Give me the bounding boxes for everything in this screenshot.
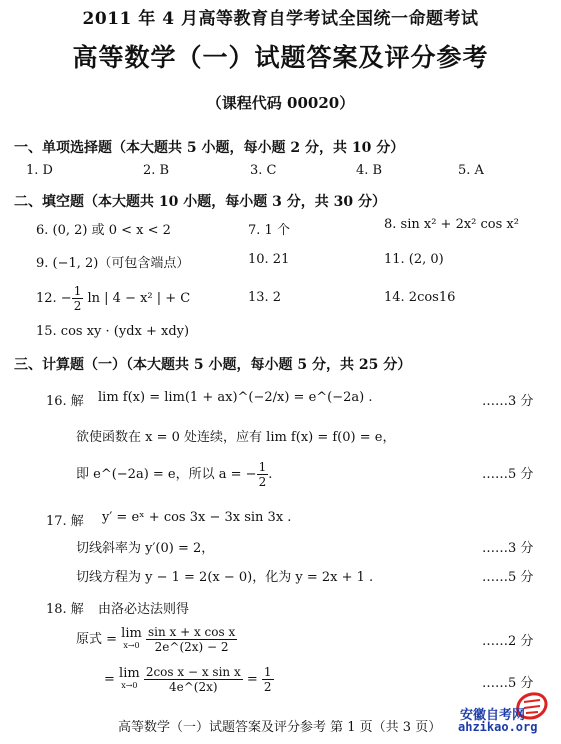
fill-answer-13: 13. 2: [248, 290, 282, 305]
q18-fraction-3-denominator: 2: [263, 680, 272, 694]
q17-score1: ……3 分: [482, 541, 534, 556]
q18-limit-2-word: lim: [119, 665, 140, 681]
q18-limit-1-sub: x→0: [123, 640, 140, 650]
section1-heading: 一、单项选择题（本大题共 5 小题，每小题 2 分，共 10 分）: [14, 140, 405, 156]
q18-line3: [104, 665, 274, 694]
exam-title: 2011 年 4 月高等教育自学考试全国统一命题考试: [82, 9, 479, 29]
q18-fraction-1-denominator: 2e^(2x) − 2: [154, 640, 229, 654]
q18-label: 18. 解: [46, 602, 84, 617]
section2-heading: 二、填空题（本大题共 10 小题，每小题 3 分，共 30 分）: [14, 194, 386, 210]
q18-line1: 由洛必达法则得: [98, 602, 190, 617]
q18-fraction-3: [262, 665, 274, 694]
document-title: 高等数学（一）试题答案及评分参考: [72, 43, 489, 72]
q17-score2: ……5 分: [482, 570, 534, 585]
q16-line1: lim f(x) = lim(1 + ax)^(−2/x) = e^(−2a) .: [98, 390, 373, 405]
q18-line3-prefix: =: [104, 672, 120, 687]
q16-line2: 欲使函数在 x = 0 处连续，应有 lim f(x) = f(0) = e，: [76, 430, 396, 445]
section3-heading: 三、计算题（一）（本大题共 5 小题，每小题 5 分，共 25 分）: [14, 357, 412, 373]
q18-score1: ……2 分: [482, 634, 534, 649]
q18-line3-equals: =: [246, 672, 258, 687]
answer-4: 4. B: [356, 163, 383, 178]
q18-limit-1: [121, 625, 142, 652]
q18-line2: [76, 625, 237, 654]
fill-answer-7: 7. 1 个: [248, 223, 290, 238]
q18-fraction-2-denominator: 4e^(2x): [169, 680, 218, 694]
q16-line3: [76, 460, 272, 489]
fill-answer-15: 15. cos xy · (ydx + xdy): [36, 324, 190, 339]
q16-fraction-denominator: 2: [258, 475, 267, 489]
page-footer: 高等数学（一）试题答案及评分参考 第 1 页（共 3 页）: [118, 720, 442, 735]
fill-answer-9: 9. (−1, 2)（可包含端点）: [36, 256, 190, 271]
q16-score1: ……3 分: [482, 394, 534, 409]
q16-score2: ……5 分: [482, 467, 534, 482]
q16-fraction: [257, 460, 269, 489]
q12-suffix: ln | 4 − x² | + C: [87, 291, 191, 306]
q12-fraction-denominator: 2: [73, 299, 82, 313]
q17-line3: 切线方程为 y − 1 = 2(x − 0)，化为 y = 2x + 1 .: [76, 570, 374, 585]
q17-line2: 切线斜率为 y′(0) = 2，: [76, 541, 215, 556]
q16-label: 16. 解: [46, 394, 84, 409]
q18-limit-1-word: lim: [121, 625, 142, 641]
q16-fraction-numerator: 1: [258, 460, 267, 474]
fill-answer-12: [36, 284, 190, 313]
fill-answer-14: 14. 2cos16: [384, 290, 456, 305]
q18-limit-2-sub: x→0: [121, 680, 138, 690]
answer-1: 1. D: [26, 163, 53, 178]
q12-prefix: 12. −: [36, 291, 72, 306]
q17-line1: y′ = eˣ + cos 3x − 3x sin 3x .: [102, 510, 292, 525]
watermark-line2: ahzikao.org: [458, 720, 538, 734]
q17-label: 17. 解: [46, 514, 84, 529]
q18-fraction-3-numerator: 1: [263, 665, 272, 679]
q12-fraction: [72, 284, 84, 313]
q18-fraction-1-numerator: sin x + x cos x: [147, 625, 236, 639]
q12-fraction-numerator: 1: [73, 284, 82, 298]
q16-line3-text: 即 e^(−2a) = e，所以 a = −: [76, 467, 257, 482]
q18-limit-2: [119, 665, 140, 692]
fill-answer-8: 8. sin x² + 2x² cos x²: [384, 217, 519, 232]
answer-3: 3. C: [250, 163, 277, 178]
answer-2: 2. B: [143, 163, 170, 178]
watermark-line1: 安徽自考网: [460, 708, 526, 723]
q18-score2: ……5 分: [482, 676, 534, 691]
fill-answer-11: 11. (2, 0): [384, 252, 444, 267]
q18-fraction-2-numerator: 2cos x − x sin x: [145, 665, 241, 679]
answer-5: 5. A: [458, 163, 484, 178]
q18-line2-prefix: 原式 =: [76, 632, 118, 647]
site-watermark: [454, 688, 561, 744]
fill-answer-10: 10. 21: [248, 252, 290, 267]
q18-fraction-1: [146, 625, 237, 654]
fill-answer-6: 6. (0, 2) 或 0 < x < 2: [36, 223, 171, 238]
q18-fraction-2: [144, 665, 243, 694]
course-code: （课程代码 00020）: [206, 94, 355, 112]
q16-line3-end: .: [268, 467, 273, 482]
